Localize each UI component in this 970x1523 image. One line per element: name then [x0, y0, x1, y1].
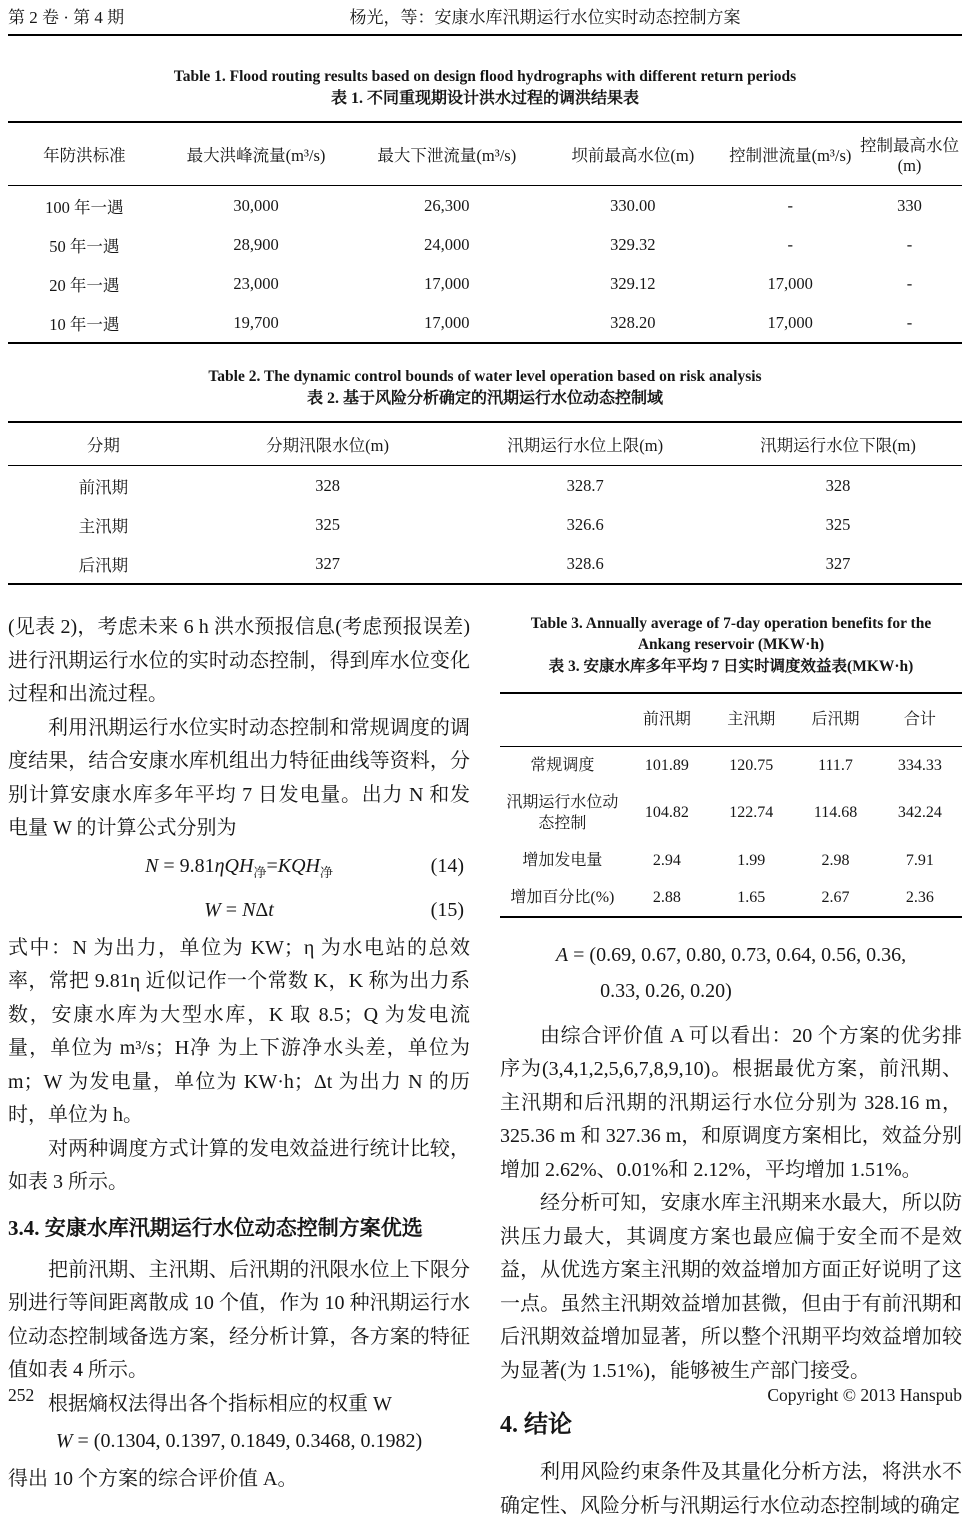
table-cell: 328.20	[610, 312, 656, 332]
equation-segment: =	[266, 854, 278, 877]
table-cell: 前汛期	[78, 477, 129, 497]
table-cell: -	[906, 234, 913, 254]
equation-segment: W	[204, 898, 221, 921]
copyright: Copyright © 2013 Hanspub	[767, 1385, 962, 1405]
column-header: 坝前最高水位(m)	[571, 146, 695, 165]
equation-number: (15)	[430, 898, 464, 921]
table-cell: 329.12	[610, 273, 656, 293]
section-heading-3-4: 3.4. 安康水库汛期运行水位动态控制方案优选	[8, 1215, 423, 1240]
table-cell: 330.00	[610, 195, 656, 215]
running-title: 杨光，等：安康水库汛期运行水位实时动态控制方案	[349, 8, 741, 27]
column-header	[500, 693, 625, 746]
table-cell: 326.6	[566, 514, 604, 534]
table-row	[500, 746, 962, 784]
equation-body	[56, 1430, 422, 1452]
equation-15	[8, 895, 470, 925]
table2-block	[8, 366, 962, 585]
equation-body	[600, 980, 732, 1002]
table-cell: 17,000	[424, 273, 470, 293]
column-header: 后汛期	[811, 711, 860, 728]
table-cell: 28,900	[233, 234, 279, 254]
page-footer	[8, 1385, 962, 1406]
table-cell: 常规调度	[530, 756, 595, 774]
table1-block	[8, 66, 962, 344]
paragraph: 把前汛期、主汛期、后汛期的汛限水位上下限分别进行等间距离散成 10 个值，作为 10 种汛期运行水位动态控制域备选方案，经分析计算，各方案的特征值如表 4 所示。	[8, 1258, 470, 1381]
table-cell: 23,000	[233, 273, 279, 293]
table2-title-zh: 表 2. 基于风险分析确定的汛期运行水位动态控制域	[306, 390, 663, 407]
table-row	[8, 186, 962, 226]
paragraph: 根据熵权法得出各个指标相应的权重 W	[48, 1392, 392, 1415]
table-cell: 50 年一遇	[49, 236, 120, 256]
table3-title-zh: 表 3. 安康水库多年平均 7 日实时调度效益表(MKW·h)	[548, 658, 914, 675]
equation-segment: = (0.69, 0.67, 0.80, 0.73, 0.64, 0.56, 0.36,	[568, 943, 907, 966]
table1-header-row	[8, 122, 962, 186]
paragraph: (见表 2)，考虑未来 6 h 洪水预报信息(考虑预报误差)进行汛期运行水位的实时动态控制，得到库水位变化过程和出流过程。	[8, 616, 470, 705]
equation-segment: N	[242, 898, 256, 921]
table-row	[8, 466, 962, 506]
table2-head	[8, 422, 962, 466]
equation-w	[8, 1426, 470, 1456]
table-cell: 后汛期	[78, 555, 129, 575]
equation-a-line2	[500, 976, 962, 1006]
table-cell: 30,000	[233, 195, 279, 215]
equation-segment: 净	[253, 864, 267, 880]
equation-segment: Δ	[255, 898, 269, 921]
table-cell: 17,000	[767, 273, 813, 293]
paragraph: 得出 10 个方案的综合评价值 A。	[8, 1468, 298, 1490]
column-header: 合计	[903, 711, 936, 728]
table-cell: 342.24	[897, 804, 942, 821]
equation-segment: W	[55, 1430, 73, 1452]
table-cell: 19,700	[233, 312, 279, 332]
equation-body	[204, 899, 274, 921]
table-cell: 329.32	[610, 234, 656, 254]
table-cell: 7.91	[905, 851, 934, 869]
section-heading-4: 4. 结论	[500, 1412, 572, 1438]
paragraph: 对两种调度方式计算的发电效益进行统计比较，如表 3 所示。	[8, 1137, 470, 1193]
equation-number: (14)	[430, 854, 464, 877]
table3-title-en: Table 3. Annually average of 7-day operation benefits for the Ankang reservoir (MKW·h)	[530, 615, 932, 653]
equation-body	[145, 854, 333, 880]
table3-block	[500, 613, 962, 918]
table3-body	[500, 746, 962, 917]
table-cell: 328.6	[566, 553, 604, 573]
equation-segment: = (0.1304, 0.1397, 0.1849, 0.3468, 0.1982)	[72, 1430, 423, 1452]
table-row	[500, 842, 962, 879]
table2-title-en: Table 2. The dynamic control bounds of water level operation based on risk analysis	[208, 368, 762, 385]
table1-title-zh: 表 1. 不同重现期设计洪水过程的调洪结果表	[330, 90, 639, 107]
column-header: 汛期运行水位下限(m)	[760, 436, 916, 455]
table-cell: 325	[825, 514, 851, 534]
equation-segment: =	[220, 898, 243, 921]
equation-a-line1	[500, 940, 962, 970]
table-row	[8, 264, 962, 303]
table-cell: 增加发电量	[522, 851, 603, 869]
table-cell: 2.67	[821, 888, 850, 906]
equation-segment: 净	[319, 864, 333, 880]
table-cell: -	[906, 273, 913, 293]
table-cell: 1.65	[737, 888, 766, 906]
column-header: 最大洪峰流量(m³/s)	[186, 146, 326, 165]
table-cell: 330	[897, 195, 922, 215]
column-header: 分期汛限水位(m)	[266, 436, 389, 455]
table-cell: 1.99	[737, 851, 766, 869]
equation-segment: N	[145, 854, 159, 877]
table-row	[8, 303, 962, 343]
table1-head	[8, 122, 962, 186]
column-header: 控制最高水位(m)	[860, 136, 959, 175]
equation-14	[8, 851, 470, 888]
table3-head	[500, 693, 962, 746]
table-row	[500, 879, 962, 917]
table-cell: 2.94	[652, 851, 681, 869]
table-cell: 17,000	[767, 312, 813, 332]
table-cell: 111.7	[818, 756, 853, 774]
equation-segment: = 9.81	[158, 854, 215, 877]
paragraph: 由综合评价值 A 可以看出：20 个方案的优劣排序为(3,4,1,2,5,6,7,8,9,10)。根据最优方案，前汛期、主汛期和后汛期的汛期运行水位分别为 328.16 m，325.36 m 和 327.36 m，和原调度方案相比，效益分别增加 2.62%、0.01%和 2.12%，平均增加 1.51%。	[500, 1024, 962, 1181]
table-cell: 122.74	[729, 804, 774, 821]
table-cell: 2.98	[821, 851, 850, 869]
table-cell: 114.68	[813, 804, 858, 821]
table2-header-row	[8, 422, 962, 466]
table-cell: 100 年一遇	[45, 197, 124, 217]
table-cell: 328.7	[566, 475, 604, 495]
page-header	[8, 8, 962, 28]
table-cell: 增加百分比(%)	[510, 888, 615, 906]
table-cell: 325	[315, 514, 340, 534]
paragraph: 式中：N 为出力，单位为 KW；η 为水电站的总效率，常把 9.81η 近似记作一个常数 K，K 称为出力系数，安康水库为大型水库，K 取 8.5；Q 为发电流量，单位为 m³/s；H净 为上下游净水头差，单位为 m；W 为发电量，单位为 KW·h；Δt 为出力 N 的历时，单位为 h。	[8, 936, 470, 1126]
table-cell: 101.89	[644, 756, 689, 774]
table-cell: -	[906, 312, 913, 332]
table-cell: 24,000	[424, 234, 470, 254]
table-cell: 120.75	[729, 756, 774, 774]
header-rule	[8, 34, 962, 36]
column-header: 前汛期	[642, 711, 691, 728]
column-header: 主汛期	[727, 711, 776, 728]
table1-body	[8, 186, 962, 344]
paragraph: 利用汛期运行水位实时动态控制和常规调度的调度结果，结合安康水库机组出力特征曲线等资料，分别计算安康水库多年平均 7 日发电量。出力 N 和发电量 W 的计算公式分别为	[8, 716, 470, 839]
table-cell: 334.33	[897, 756, 942, 774]
column-header: 年防洪标准	[43, 146, 126, 165]
table-cell: 327	[825, 553, 851, 573]
table-cell: 20 年一遇	[49, 275, 120, 295]
table-cell: 26,300	[424, 195, 470, 215]
table-cell: 17,000	[424, 312, 470, 332]
column-header: 分期	[86, 436, 120, 455]
equation-segment: ηQH	[214, 854, 254, 877]
table-cell: 汛期运行水位动态控制	[506, 793, 619, 832]
column-header: 控制泄流量(m³/s)	[729, 146, 852, 165]
table2-body	[8, 466, 962, 585]
table1-title-en: Table 1. Flood routing results based on design flood hydrographs with different return periods	[173, 68, 797, 85]
table-row	[8, 225, 962, 264]
table-row	[8, 505, 962, 544]
table-cell: -	[787, 195, 793, 215]
equation-segment: KQH	[277, 854, 320, 877]
paragraph: 经分析可知，安康水库主汛期来水最大，所以防洪压力最大，其调度方案也最应偏于安全而不是效益，从优选方案主汛期的效益增加方面正好说明了这一点。虽然主汛期效益增加甚微，但由于有前汛期和后汛期效益增加显著，所以整个汛期平均效益增加较为显著(为 1.51%)，能够被生产部门接受。	[500, 1192, 962, 1382]
table-cell: 327	[315, 553, 340, 573]
column-header: 最大下泄流量(m³/s)	[377, 146, 517, 165]
page-number: 252	[8, 1385, 35, 1405]
column-header: 汛期运行水位上限(m)	[507, 436, 664, 455]
issue-label: 第 2 卷 · 第 4 期	[8, 8, 125, 27]
table-cell: 328	[315, 475, 340, 495]
table1	[8, 121, 962, 344]
table-cell: 2.36	[905, 888, 934, 906]
table-cell: 10 年一遇	[49, 314, 120, 334]
table-cell: 2.88	[652, 888, 681, 906]
table3	[500, 692, 962, 918]
table-cell: 104.82	[644, 804, 689, 821]
equation-segment: 0.33, 0.26, 0.20)	[600, 979, 732, 1002]
table-cell: -	[787, 234, 793, 254]
table-row	[500, 784, 962, 842]
paragraph: 利用风险约束条件及其量化分析方法，将洪水不确定性、风险分析与汛期运行水位动态控制域的确定	[500, 1461, 962, 1517]
table2	[8, 421, 962, 585]
equation-segment: A	[555, 943, 569, 966]
table-cell: 328	[825, 475, 851, 495]
equation-segment: t	[268, 898, 274, 921]
equation-body	[556, 944, 906, 966]
table-cell: 主汛期	[78, 516, 129, 536]
table-row	[8, 544, 962, 584]
table3-header-row	[500, 693, 962, 746]
